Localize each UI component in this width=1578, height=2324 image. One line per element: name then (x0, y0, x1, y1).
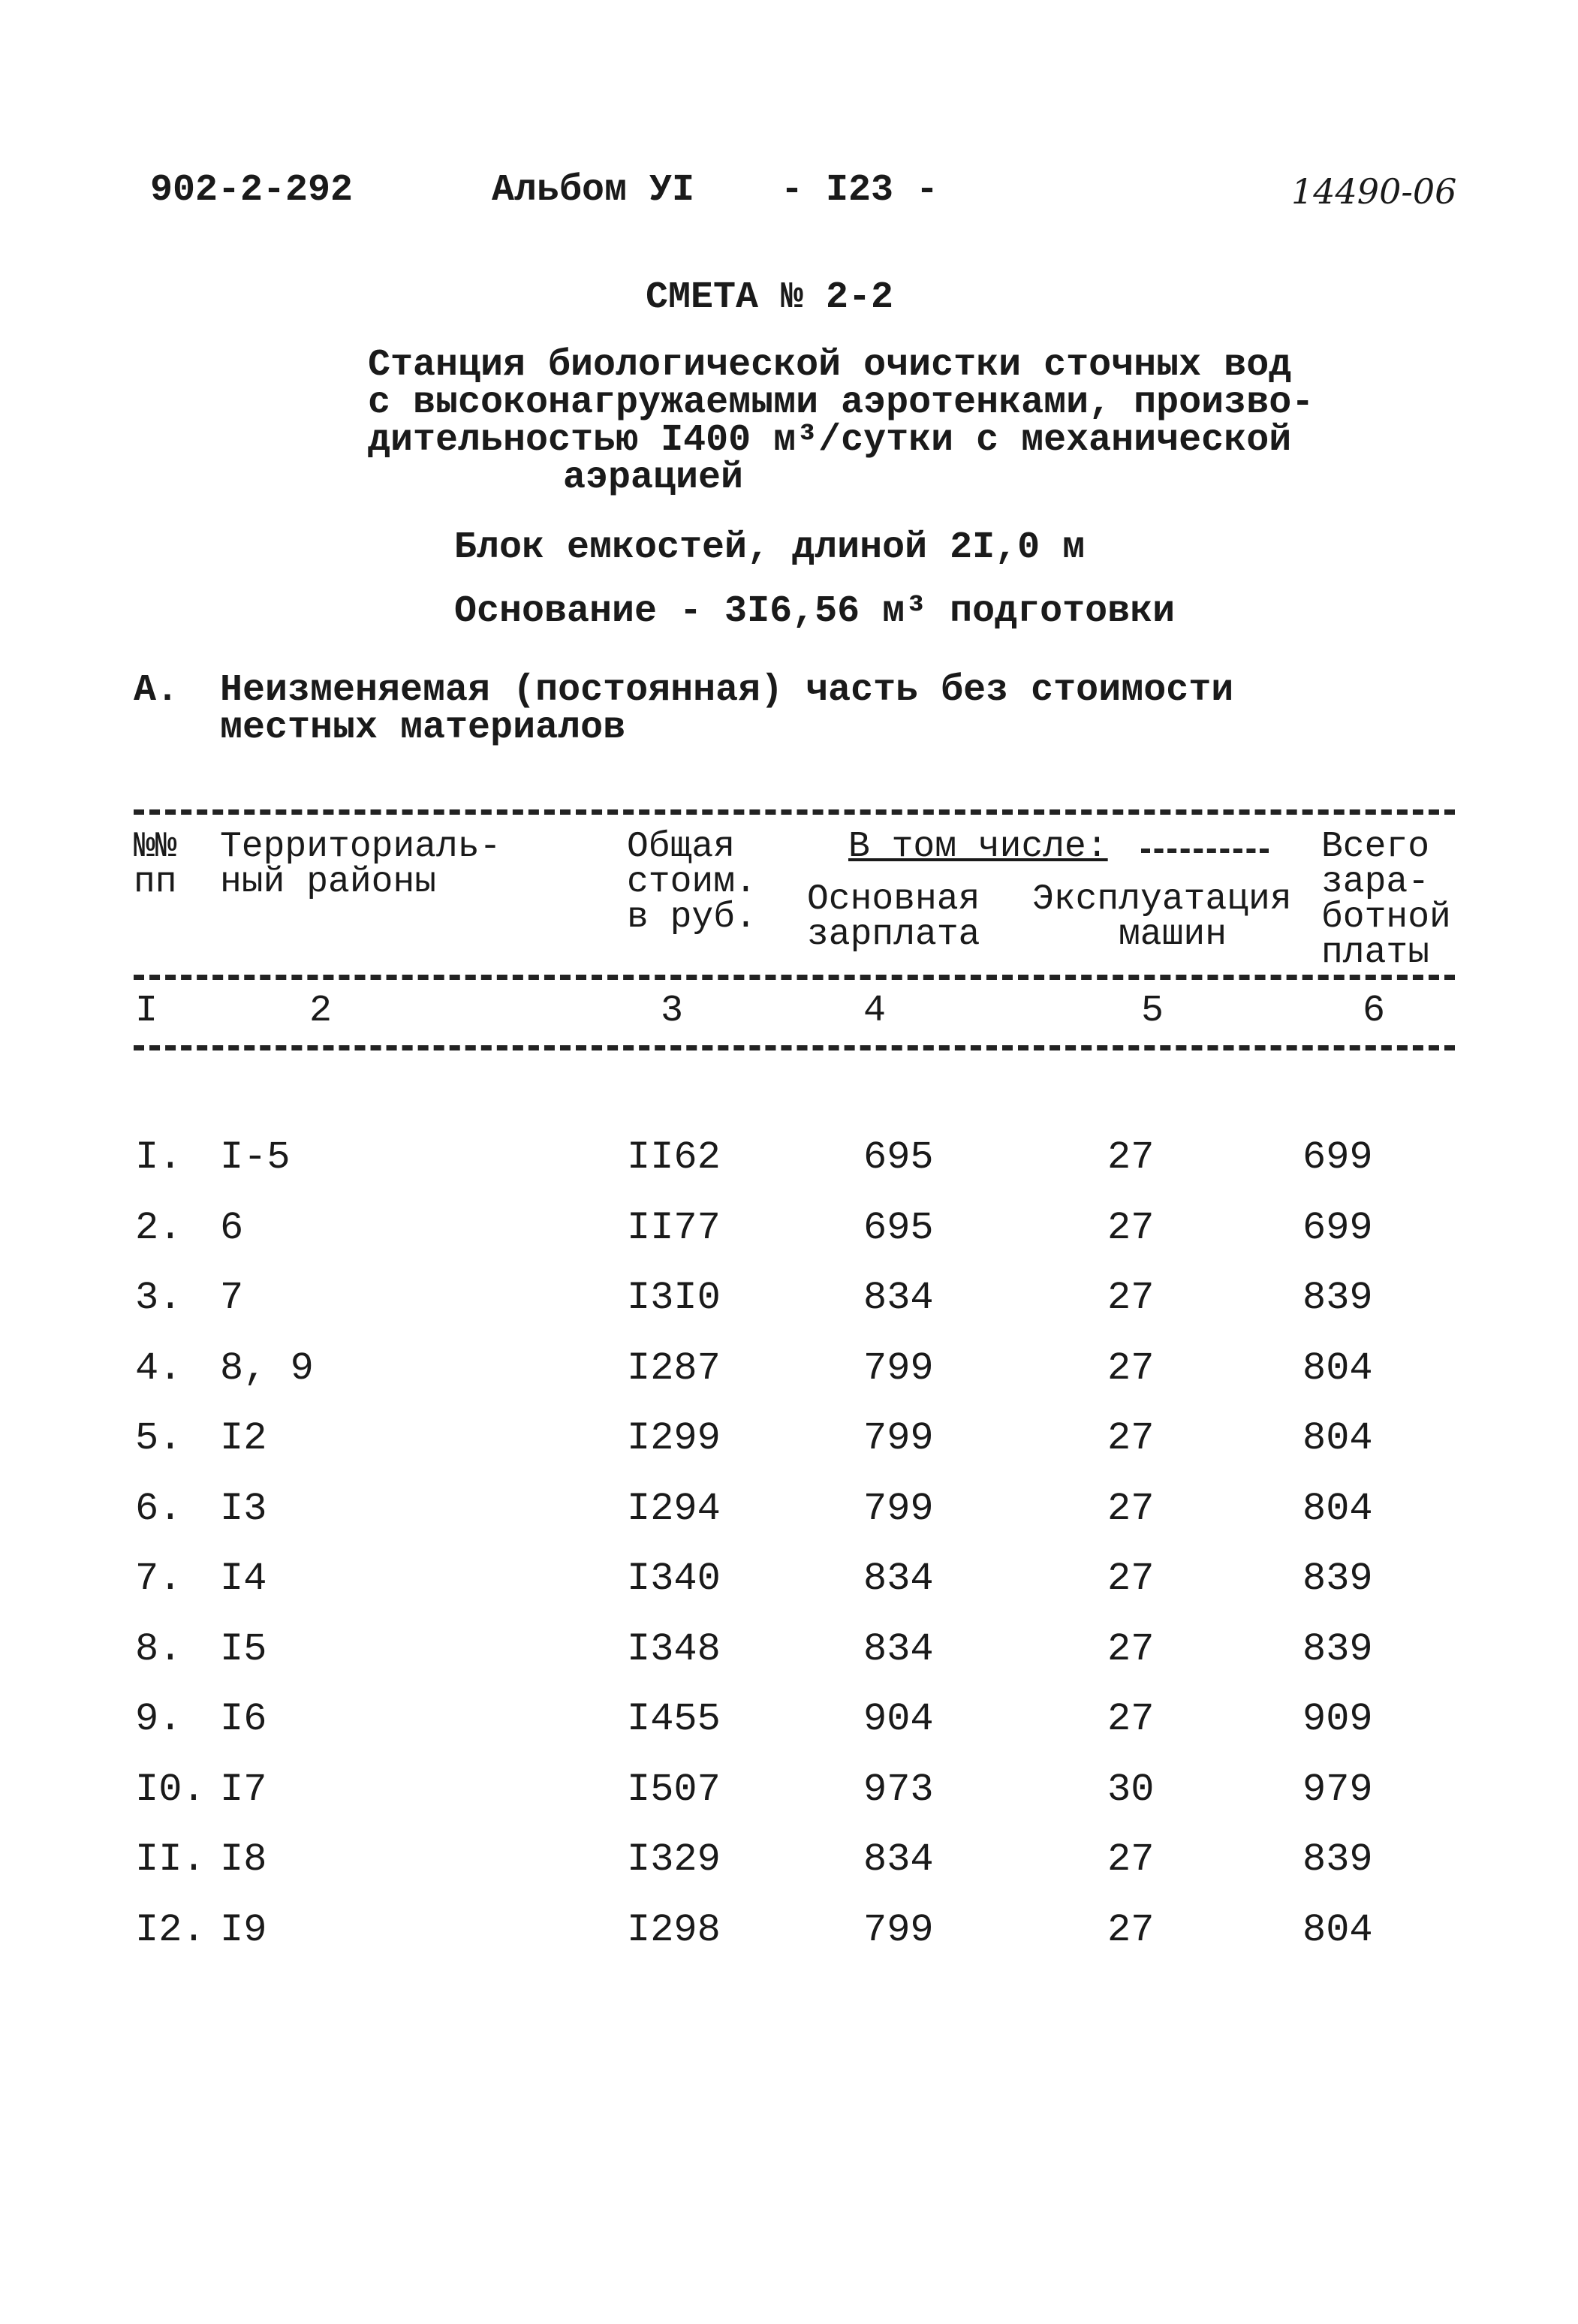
column-number-1: I (135, 990, 158, 1032)
row-total-wage: 804 (1302, 1487, 1373, 1531)
description-line-4: аэрацией (563, 457, 744, 499)
row-machines: 27 (1107, 1557, 1155, 1601)
row-number: II. (135, 1837, 206, 1882)
section-letter: А. (134, 669, 179, 712)
row-total-wage: 909 (1302, 1697, 1373, 1741)
row-total-cost: I298 (627, 1908, 721, 1952)
row-district: I4 (220, 1557, 267, 1601)
row-district: I9 (220, 1908, 267, 1952)
row-total-cost: II77 (627, 1206, 721, 1250)
header-num-1: №№ (134, 827, 177, 867)
row-total-wage: 839 (1302, 1837, 1373, 1882)
row-district: 8, 9 (220, 1346, 314, 1391)
row-district: I5 (220, 1627, 267, 1671)
block-description: Блок емкостей, длиной 2I,0 м (454, 526, 1086, 569)
header-middle-rule (134, 975, 1455, 980)
row-machines: 27 (1107, 1135, 1155, 1180)
table-row (0, 1346, 1578, 1399)
header-machines-1: Эксплуатация (1032, 879, 1292, 920)
row-total-cost: I329 (627, 1837, 721, 1882)
row-total-cost: I340 (627, 1557, 721, 1601)
document-code: 902-2-292 (150, 169, 354, 212)
row-number: 4. (135, 1346, 182, 1391)
table-row (0, 1837, 1578, 1890)
row-total-wage: 839 (1302, 1557, 1373, 1601)
table-row (0, 1487, 1578, 1539)
header-including-dashes (1141, 849, 1269, 853)
table-row (0, 1908, 1578, 1961)
row-base-salary: 799 (863, 1487, 934, 1531)
header-district-1: Территориаль- (220, 827, 501, 867)
row-base-salary: 695 (863, 1206, 934, 1250)
row-base-salary: 799 (863, 1416, 934, 1460)
basis-description: Основание - 3I6,56 м³ подготовки (454, 590, 1176, 633)
header-base-salary-1: Основная (807, 879, 980, 920)
column-number-2: 2 (309, 990, 333, 1032)
row-total-cost: I294 (627, 1487, 721, 1531)
page-number: - I23 - (781, 169, 939, 212)
header-total-wage-3: ботной (1321, 897, 1451, 938)
row-total-cost: I3I0 (627, 1276, 721, 1320)
table-row (0, 1135, 1578, 1188)
row-total-wage: 804 (1302, 1416, 1373, 1460)
row-number: 6. (135, 1487, 182, 1531)
header-base-salary-2: зарплата (807, 915, 980, 955)
row-total-wage: 804 (1302, 1346, 1373, 1391)
header-total-wage-2: зара- (1321, 862, 1430, 903)
description-line-1: Станция биологической очистки сточных вод (368, 344, 1292, 387)
row-total-wage: 699 (1302, 1135, 1373, 1180)
table-top-rule (134, 809, 1455, 815)
header-num-2: пп (134, 862, 177, 903)
row-total-cost: I287 (627, 1346, 721, 1391)
table-row (0, 1768, 1578, 1820)
row-machines: 27 (1107, 1276, 1155, 1320)
row-district: 6 (220, 1206, 244, 1250)
row-total-wage: 804 (1302, 1908, 1373, 1952)
row-total-wage: 699 (1302, 1206, 1373, 1250)
column-number-5: 5 (1141, 990, 1164, 1032)
column-number-3: 3 (661, 990, 684, 1032)
row-district: I-5 (220, 1135, 291, 1180)
estimate-title: СМЕТА № 2-2 (646, 276, 894, 319)
section-line-2: местных материалов (220, 707, 626, 749)
inventory-number: 14490-06 (1291, 171, 1457, 212)
header-machines-2: машин (1119, 915, 1227, 955)
description-line-3: дительностью I400 м³/сутки с механической (368, 419, 1292, 462)
row-number: 2. (135, 1206, 182, 1250)
row-number: I0. (135, 1768, 206, 1812)
row-base-salary: 834 (863, 1837, 934, 1882)
row-base-salary: 834 (863, 1557, 934, 1601)
row-machines: 27 (1107, 1346, 1155, 1391)
row-total-wage: 979 (1302, 1768, 1373, 1812)
row-total-cost: I299 (627, 1416, 721, 1460)
row-base-salary: 834 (863, 1627, 934, 1671)
table-row (0, 1627, 1578, 1680)
table-row (0, 1557, 1578, 1609)
row-machines: 27 (1107, 1487, 1155, 1531)
row-machines: 27 (1107, 1697, 1155, 1741)
row-district: I2 (220, 1416, 267, 1460)
album-label: Альбом УI (492, 169, 695, 212)
row-machines: 27 (1107, 1416, 1155, 1460)
header-total-cost-2: стоим. (627, 862, 757, 903)
row-number: I. (135, 1135, 182, 1180)
row-number: 3. (135, 1276, 182, 1320)
column-number-4: 4 (863, 990, 887, 1032)
row-number: 8. (135, 1627, 182, 1671)
row-base-salary: 799 (863, 1908, 934, 1952)
row-base-salary: 834 (863, 1276, 934, 1320)
row-number: 9. (135, 1697, 182, 1741)
table-row (0, 1697, 1578, 1750)
row-base-salary: 799 (863, 1346, 934, 1391)
section-line-1: Неизменяемая (постоянная) часть без стоимости (220, 669, 1234, 712)
header-total-cost-3: в руб. (627, 897, 757, 938)
row-total-wage: 839 (1302, 1627, 1373, 1671)
row-base-salary: 904 (863, 1697, 934, 1741)
row-machines: 30 (1107, 1768, 1155, 1812)
header-bottom-rule (134, 1045, 1455, 1050)
row-district: 7 (220, 1276, 244, 1320)
column-number-6: 6 (1363, 990, 1386, 1032)
row-base-salary: 695 (863, 1135, 934, 1180)
row-district: I7 (220, 1768, 267, 1812)
row-district: I3 (220, 1487, 267, 1531)
row-total-cost: II62 (627, 1135, 721, 1180)
row-number: 7. (135, 1557, 182, 1601)
header-total-wage-1: Всего (1321, 827, 1430, 867)
row-number: 5. (135, 1416, 182, 1460)
row-base-salary: 973 (863, 1768, 934, 1812)
description-line-2: с высоконагружаемыми аэротенками, произво- (368, 381, 1314, 424)
header-district-2: ный районы (220, 862, 437, 903)
row-district: I6 (220, 1697, 267, 1741)
row-machines: 27 (1107, 1908, 1155, 1952)
row-total-cost: I507 (627, 1768, 721, 1812)
table-row (0, 1206, 1578, 1258)
row-total-wage: 839 (1302, 1276, 1373, 1320)
header-total-cost-1: Общая (627, 827, 736, 867)
header-total-wage-4: платы (1321, 933, 1430, 973)
row-district: I8 (220, 1837, 267, 1882)
row-total-cost: I455 (627, 1697, 721, 1741)
table-row (0, 1276, 1578, 1328)
row-machines: 27 (1107, 1627, 1155, 1671)
row-machines: 27 (1107, 1837, 1155, 1882)
header-including: В том числе: (848, 827, 1108, 867)
row-machines: 27 (1107, 1206, 1155, 1250)
row-number: I2. (135, 1908, 206, 1952)
table-row (0, 1416, 1578, 1469)
row-total-cost: I348 (627, 1627, 721, 1671)
